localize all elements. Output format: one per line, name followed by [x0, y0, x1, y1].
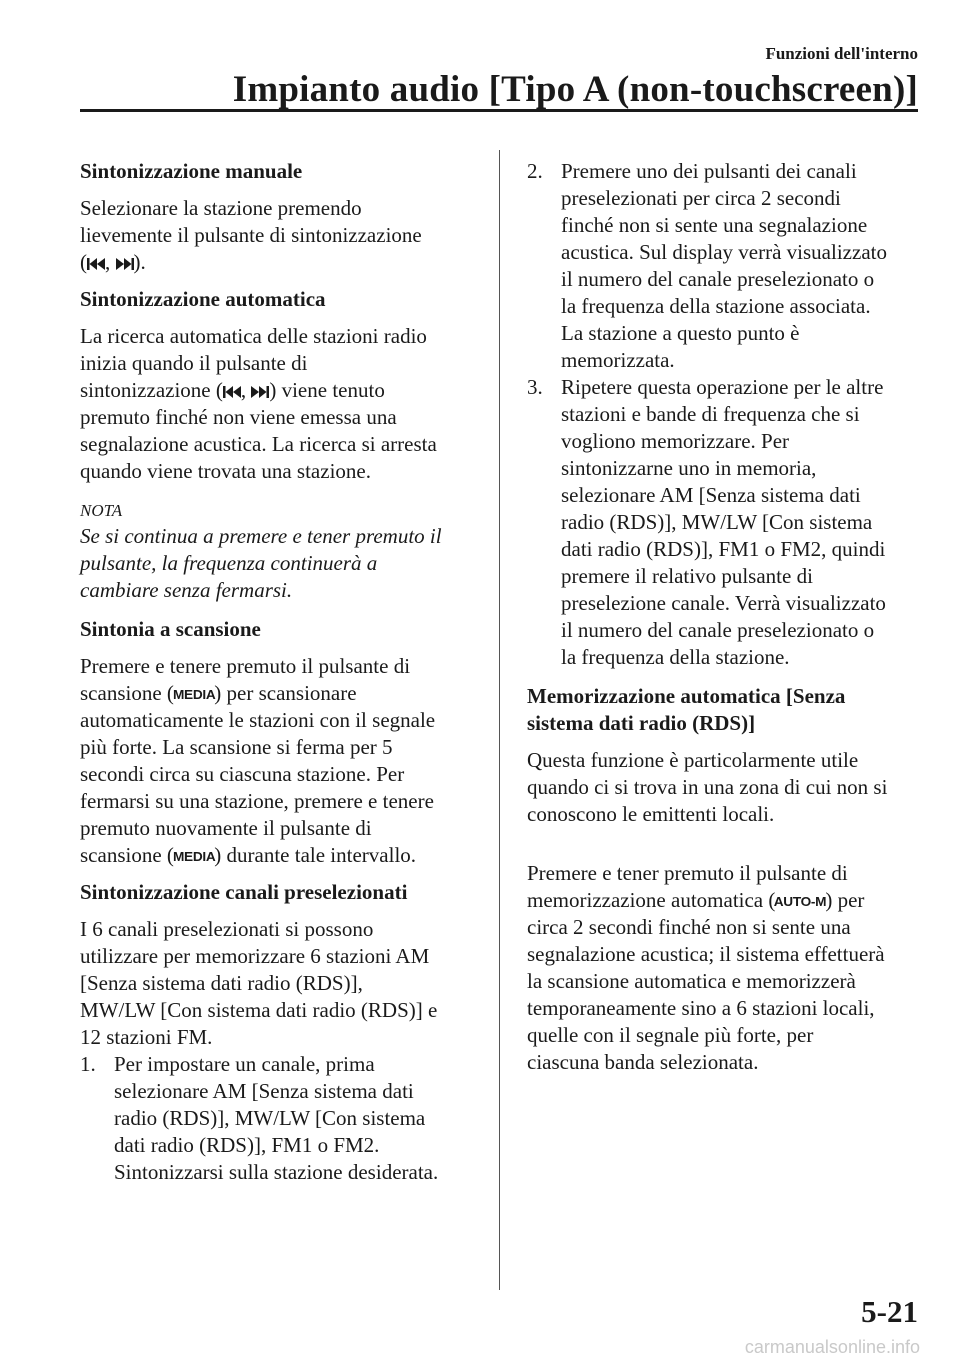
right-column	[527, 158, 927, 1086]
header-rule	[80, 109, 918, 112]
text-line: selezionare AM [Senza sistema dati	[561, 483, 861, 507]
media-button-icon: MEDIA	[172, 849, 216, 864]
text-fragment: ,	[105, 250, 116, 274]
preset-tuning-text	[80, 916, 480, 1051]
seek-forward-icon	[116, 257, 134, 271]
preset-steps-continued	[527, 158, 927, 671]
section-title: Impianto audio [Tipo A (non-touchscreen)]	[232, 69, 918, 110]
text-fragment: scansione (	[80, 843, 174, 867]
seek-back-icon	[87, 257, 105, 271]
seek-forward-icon	[251, 385, 269, 399]
step-1	[80, 1051, 480, 1186]
step-2	[527, 158, 927, 374]
preset-steps	[80, 1051, 480, 1186]
text-line: il numero del canale preselezionato o	[561, 618, 875, 642]
chapter-title: Funzioni dell'interno	[765, 44, 918, 63]
text-fragment: ) durante tale intervallo.	[214, 843, 417, 867]
text-line: MW/LW [Con sistema dati radio (RDS)] e	[80, 998, 438, 1022]
text-line: Selezionare la stazione premendo	[80, 196, 362, 220]
text-line: Memorizzazione automatica [Senza	[527, 684, 846, 708]
text-line: I 6 canali preselezionati si possono	[80, 917, 374, 941]
note-label: NOTA	[80, 501, 123, 520]
step-text	[561, 158, 927, 374]
auto-tuning-heading: Sintonizzazione automatica	[80, 287, 326, 311]
text-line: sistema dati radio (RDS)]	[527, 711, 756, 735]
text-fragment: (	[80, 250, 87, 274]
column-divider	[499, 150, 500, 1290]
text-line: Premere e tenere premuto il pulsante di	[80, 654, 411, 678]
text-line: acustica. Sul display verrà visualizzato	[561, 240, 887, 264]
text-line: vogliono memorizzare. Per	[561, 429, 790, 453]
step-number: 3.	[527, 375, 543, 399]
text-line: il numero del canale preselezionato o	[561, 267, 875, 291]
text-line: dati radio (RDS)], FM1 o FM2.	[114, 1133, 380, 1157]
text-line: selezionare AM [Senza sistema dati	[114, 1079, 414, 1103]
text-line: radio (RDS)], MW/LW [Con sistema	[561, 510, 873, 534]
scan-tuning-heading: Sintonia a scansione	[80, 617, 261, 641]
text-line: La ricerca automatica delle stazioni radio	[80, 324, 427, 348]
text-line: temporaneamente sino a 6 stazioni locali,	[527, 996, 875, 1020]
text-line: Ripetere questa operazione per le altre	[561, 375, 884, 399]
text-line: segnalazione acustica; il sistema effettuerà	[527, 942, 885, 966]
text-fragment: memorizzazione automatica (	[527, 888, 776, 912]
text-line: Questa funzione è particolarmente utile	[527, 748, 859, 772]
text-line: preselezione canale. Verrà visualizzato	[561, 591, 886, 615]
media-button-icon: MEDIA	[172, 687, 216, 702]
text-line: secondi circa su ciascuna stazione. Per	[80, 762, 405, 786]
text-fragment: ,	[240, 378, 252, 402]
step-text	[114, 1051, 480, 1186]
step-3	[527, 374, 927, 671]
text-line: automaticamente le stazioni con il segnale	[80, 708, 436, 732]
text-line: finché non si sente una segnalazione	[561, 213, 868, 237]
text-line: Premere uno dei pulsanti dei canali	[561, 159, 857, 183]
text-line: utilizzare per memorizzare 6 stazioni AM	[80, 944, 430, 968]
text-line: premuto nuovamente il pulsante di	[80, 816, 372, 840]
text-line: più forte. La scansione si ferma per 5	[80, 735, 393, 759]
left-column	[80, 158, 480, 1198]
text-line: preselezionati per circa 2 secondi	[561, 186, 841, 210]
step-number: 1.	[80, 1052, 96, 1076]
text-line: quelle con il segnale più forte, per	[527, 1023, 814, 1047]
manual-tuning-text	[80, 195, 480, 276]
text-line: premere il relativo pulsante di	[561, 564, 813, 588]
text-line: stazioni e bande di frequenza che si	[561, 402, 860, 426]
page-header	[233, 44, 918, 112]
text-line: ciascuna banda selezionata.	[527, 1050, 759, 1074]
text-line: conoscono le emittenti locali.	[527, 802, 775, 826]
text-line: memorizzata.	[561, 348, 675, 372]
step-text	[561, 374, 927, 671]
note-text	[80, 523, 480, 604]
step-number: 2.	[527, 159, 543, 183]
text-fragment: ) viene tenuto	[269, 378, 385, 402]
text-line: quando viene trovata una stazione.	[80, 459, 371, 483]
text-fragment: ).	[133, 250, 146, 274]
text-line: Premere e tener premuto il pulsante di	[527, 861, 848, 885]
text-line: inizia quando il pulsante di	[80, 351, 308, 375]
text-line: la frequenza della stazione associata.	[561, 294, 871, 318]
scan-tuning-text	[80, 653, 480, 869]
text-line: pulsante, la frequenza continuerà a	[80, 551, 378, 575]
text-line: segnalazione acustica. La ricerca si arresta	[80, 432, 437, 456]
text-line: radio (RDS)], MW/LW [Con sistema	[114, 1106, 426, 1130]
text-line: La stazione a questo punto è	[561, 321, 800, 345]
page-number: 5-21	[861, 1294, 918, 1329]
seek-back-icon	[223, 385, 241, 399]
text-line: [Senza sistema dati radio (RDS)],	[80, 971, 363, 995]
text-fragment: ) per scansionare	[214, 681, 357, 705]
spacer	[527, 838, 927, 860]
text-line: lievemente il pulsante di sintonizzazione	[80, 223, 422, 247]
text-line: sintonizzarne uno in memoria,	[561, 456, 817, 480]
watermark: carmanualsonline.info	[744, 1337, 920, 1357]
text-line: cambiare senza fermarsi.	[80, 578, 293, 602]
auto-memory-heading	[527, 683, 927, 737]
text-line: 12 stazioni FM.	[80, 1025, 213, 1049]
auto-memory-instructions	[527, 860, 927, 1076]
text-line: Se si continua a premere e tener premuto il	[80, 524, 442, 548]
manual-tuning-heading: Sintonizzazione manuale	[80, 159, 303, 183]
text-line: circa 2 secondi finché non si sente una	[527, 915, 851, 939]
text-fragment: sintonizzazione (	[80, 378, 223, 402]
text-fragment: ) per	[825, 888, 865, 912]
auto-m-button-icon: AUTO-M	[774, 894, 827, 909]
text-line: dati radio (RDS)], FM1 o FM2, quindi	[561, 537, 886, 561]
text-line: la frequenza della stazione.	[561, 645, 790, 669]
text-fragment: scansione (	[80, 681, 174, 705]
text-line: Per impostare un canale, prima	[114, 1052, 375, 1076]
text-line: la scansione automatica e memorizzerà	[527, 969, 856, 993]
text-line: premuto finché non viene emessa una	[80, 405, 397, 429]
text-line: fermarsi su una stazione, premere e tenere	[80, 789, 434, 813]
text-line: Sintonizzarsi sulla stazione desiderata.	[114, 1160, 439, 1184]
text-line: quando ci si trova in una zona di cui non si	[527, 775, 888, 799]
preset-tuning-heading: Sintonizzazione canali preselezionati	[80, 880, 408, 904]
auto-memory-intro	[527, 747, 927, 828]
auto-tuning-text	[80, 323, 480, 485]
